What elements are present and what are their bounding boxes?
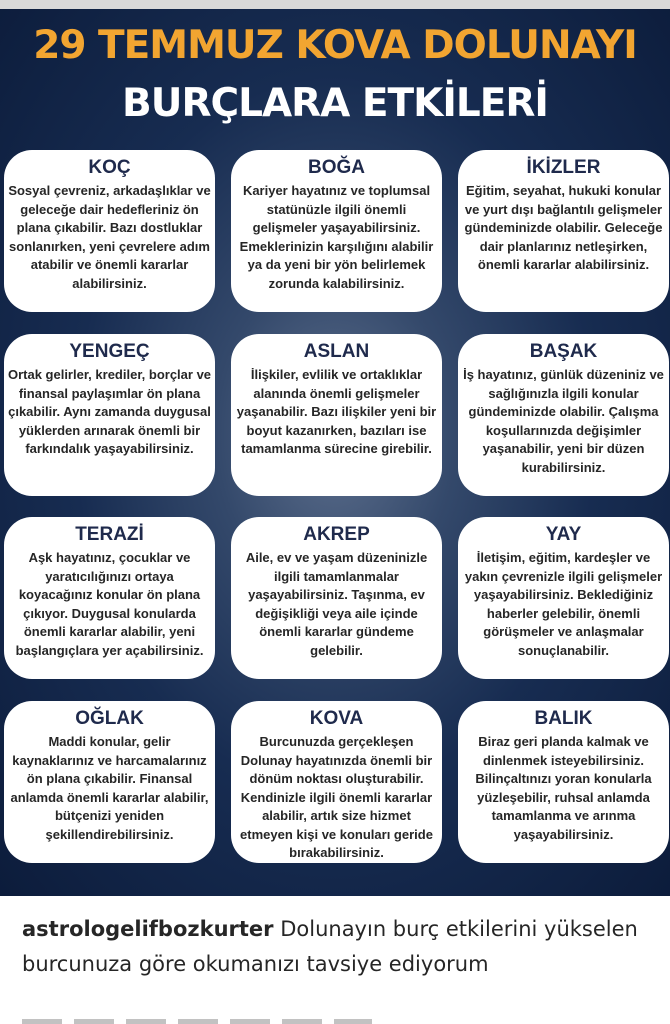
- card-title: OĞLAK: [75, 708, 144, 729]
- card-text: Biraz geri planda kalmak ve dinlenmek isteyebilirsiniz. Bilinçaltınızı yoran konularla yüzleşebilir, ruhsal anlamda tamamlanma ve arınma yaşayabilirsiniz.: [475, 734, 652, 842]
- card-terazi: [4, 517, 215, 679]
- card-text: İletişim, eğitim, kardeşler ve yakın çevrenizle ilgili gelişmeler yaşayabilirsiniz. Beklediğiniz haberler gelebilir, önemli görüşmeler ve anlaşmalar sonuçlanabilir.: [464, 550, 663, 658]
- card-yay: [458, 517, 669, 679]
- card-akrep: [231, 517, 442, 679]
- card-title: BOĞA: [308, 157, 365, 178]
- poster-title-effects: BURÇLARA ETKİLERİ: [122, 81, 548, 126]
- card-text: Maddi konular, gelir kaynaklarınız ve harcamalarınız ön plana çıkabilir. Finansal anlamda önemli kararlar alabilir, bütçenizi yeniden şekillendirebilirsiniz.: [10, 734, 209, 842]
- card-ikizler: [458, 150, 669, 312]
- card-text: Kariyer hayatınız ve toplumsal statünüzle ilgili önemli gelişmeler yaşayabilirsiniz. Emeklerinizin karşılığını alabilir ya da yeni bir yön belirlemek zorunda kalabilirsiniz.: [239, 183, 434, 291]
- card-text: Burcunuzda gerçekleşen Dolunay hayatınızda önemli bir dönüm noktası oluşturabilir. Kendinizle ilgili önemli kararlar alabilir, artık size hizmet etmeyen kişi ve konuları geride bırakabilirsiniz.: [240, 734, 433, 860]
- card-boga: [231, 150, 442, 312]
- card-text: Aile, ev ve yaşam düzeninizle ilgili tamamlanmalar yaşayabilirsiniz. Taşınma, ev değişikliği veya aile içinde önemli kararlar gündeme gelebilir.: [245, 550, 428, 658]
- card-koc: [4, 150, 215, 312]
- card-text: Eğitim, seyahat, hukuki konular ve yurt dışı bağlantılı gelişmeler gündeminizde olabilir. Geleceğe dair planlarınız netleşirken, önemli kararlar alabilirsiniz.: [464, 183, 663, 272]
- top-status-strip: [0, 0, 670, 9]
- caption-username[interactable]: astrologelifbozkurter: [22, 917, 274, 941]
- poster-image[interactable]: [0, 9, 670, 896]
- card-yengec: [4, 334, 215, 496]
- card-title: KOÇ: [88, 157, 131, 178]
- post-caption: [22, 912, 652, 982]
- card-title: KOVA: [309, 708, 364, 729]
- card-title: AKREP: [303, 524, 370, 545]
- card-title: YAY: [545, 524, 582, 545]
- card-text: Sosyal çevreniz, arkadaşlıklar ve geleceğe dair hedefleriniz ön plana çıkabilir. Bazı dostluklar sonlanırken, yeni çevrelere adım atabilir ve önemli kararlar alabilirsiniz.: [8, 183, 211, 291]
- card-basak: [458, 334, 669, 496]
- poster-title-date: 29 TEMMUZ KOVA DOLUNAYI: [33, 23, 637, 68]
- card-title: BAŞAK: [529, 341, 598, 362]
- cut-off-text-line: [22, 1019, 372, 1024]
- card-kova: [231, 701, 442, 863]
- card-text: Ortak gelirler, krediler, borçlar ve finansal paylaşımlar ön plana çıkabilir. Aynı zamanda duygusal yüklerden arınarak önemli bir farkındalık yaşayabilirsiniz.: [7, 367, 212, 456]
- card-aslan: [231, 334, 442, 496]
- card-title: ASLAN: [303, 341, 370, 362]
- card-oglak: [4, 701, 215, 863]
- card-title: İKİZLER: [526, 157, 601, 178]
- card-text: İş hayatınız, günlük düzeniniz ve sağlığınızla ilgili konular gündeminizde olabilir. Çalışma koşullarınızda değişimler yaşanabilir, yeni bir düzen kurabilirsiniz.: [463, 367, 664, 475]
- card-title: TERAZİ: [75, 524, 144, 545]
- card-balik: [458, 701, 669, 863]
- card-text: Aşk hayatınız, çocuklar ve yaratıcılığınızı ortaya koyacağınız konular ön plana çıkıyor. Duygusal konularda önemli kararlar alabilir, yeni başlangıçlara yer açabilirsiniz.: [15, 550, 204, 658]
- card-text: İlişkiler, evlilik ve ortaklıklar alanında önemli gelişmeler yaşanabilir. Bazı ilişkiler yeni bir boyut kazanırken, bazıları ise tamamlanma sürecine girebilir.: [236, 367, 437, 456]
- card-title: YENGEÇ: [69, 341, 150, 362]
- caption-text: Dolunayın burç etkilerini yükselen burcunuza göre okumanızı tavsiye ediyorum: [22, 917, 638, 976]
- card-title: BALIK: [534, 708, 593, 729]
